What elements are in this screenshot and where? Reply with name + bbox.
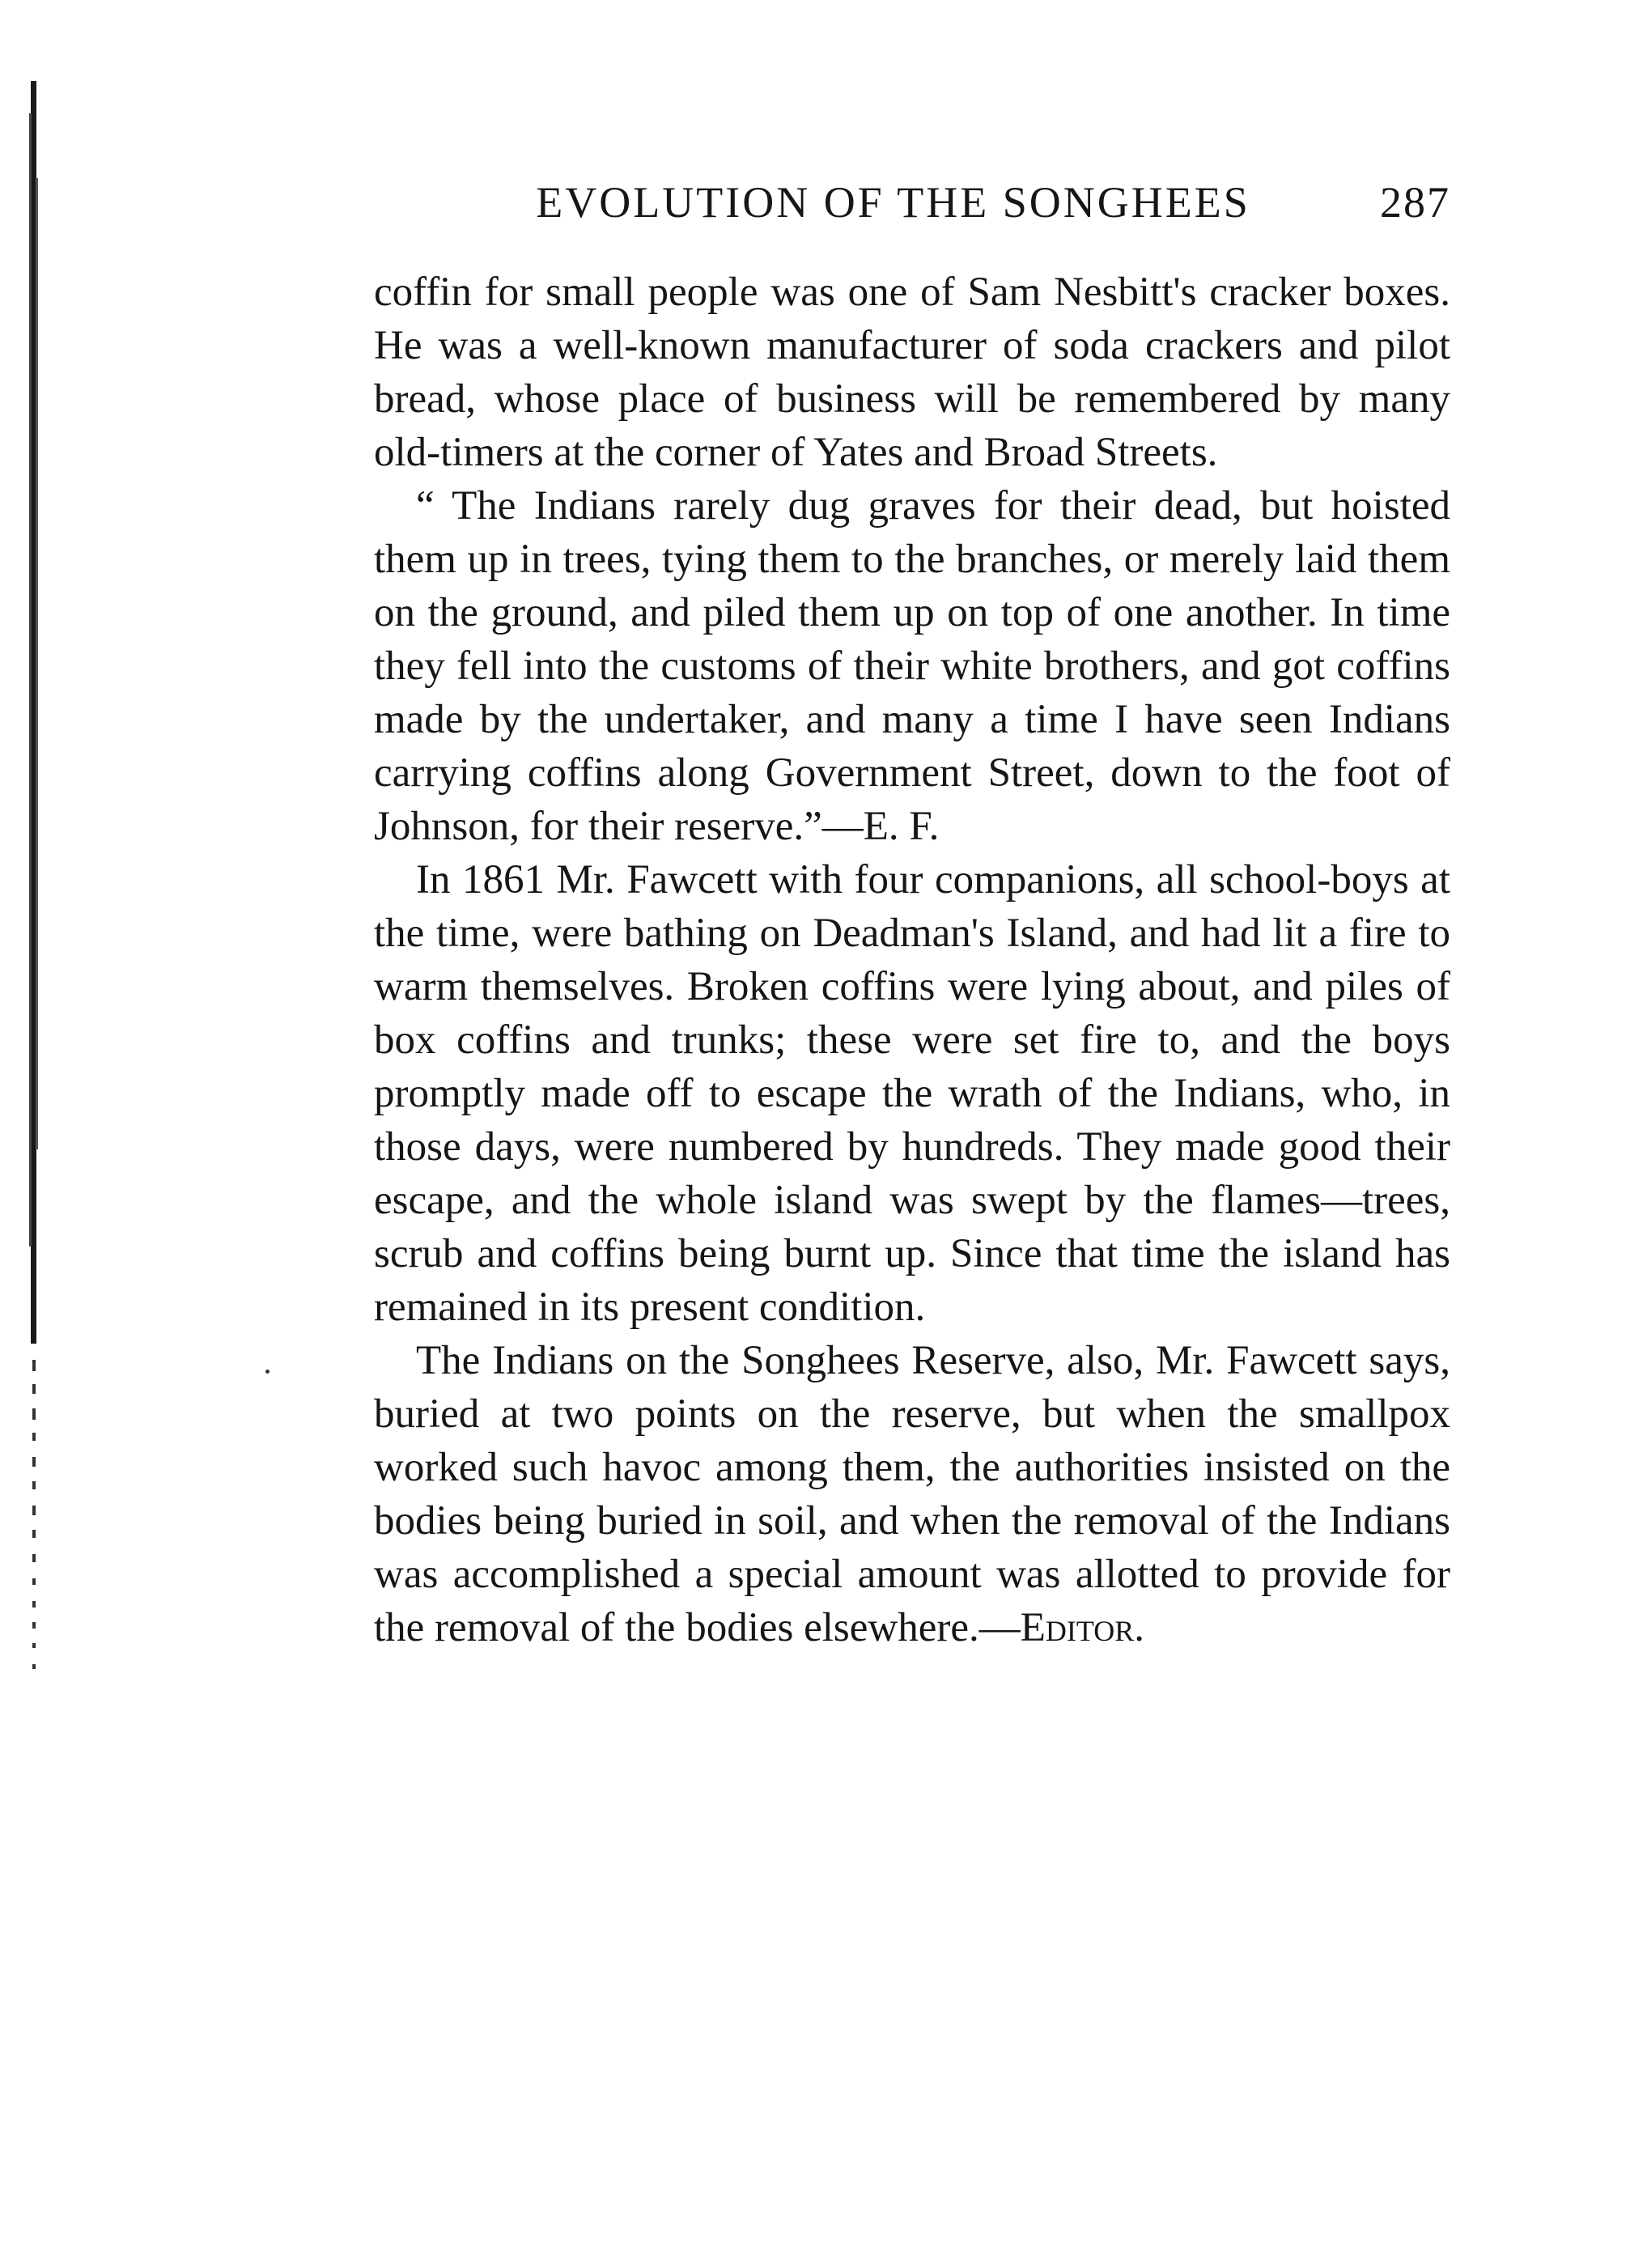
paragraph-fawcett-1861: In 1861 Mr. Fawcett with four companions, all school-boys at the time, were bathing on Deadman's Island, and had lit a fire to warm themselves. Broken coffins were lying about, and piles of box coffins and trunks; these were set fire to, and the boys promptly made off to escape the wrath of the Indians, who, in those days, were numbered by hundreds. They made good their escape, and the whole island was swept by the flames—trees, scrub and coffins being burnt up. Since that time the island has remained in its present condition. bbox=[374, 857, 1450, 1330]
stray-ink-dot bbox=[265, 1370, 270, 1374]
page-header bbox=[374, 170, 1450, 235]
running-title: EVOLUTION OF THE SONGHEES bbox=[536, 178, 1250, 227]
body-text bbox=[374, 265, 1450, 1654]
page-number: 287 bbox=[1380, 178, 1450, 227]
paragraph-quotation: “ The Indians rarely dug graves for their dead, but hoisted them up in trees, tying them to the branches, or merely laid them on the ground, and piled them up on top of one another. In time they fell into the customs of their white brothers, and got coffins made by the undertaker, and many a time I have seen Indians carrying coffins along Government Street, down to the foot of Johnson, for their reserve.”—E. F. bbox=[374, 483, 1450, 849]
binding-edge bbox=[21, 81, 49, 1684]
editor-signature: Editor. bbox=[1020, 1605, 1144, 1650]
paragraph-continued: coffin for small people was one of Sam Nesbitt's cracker boxes. He was a well-known manufacturer of soda crackers and pilot bread, whose place of business will be remembered by many old-timers at the corner of Yates and Broad Streets. bbox=[374, 270, 1450, 475]
paragraph-songhees-text: The Indians on the Songhees Reserve, also, Mr. Fawcett says, buried at two points on the reserve, but when the smallpox worked such havoc among them, the authorities insisted on the bodies being buried in soil, and when the removal of the Indians was accomplished a special amount was allotted to provide for the removal of the bodies elsewhere.— bbox=[374, 1338, 1450, 1650]
paragraph-songhees-reserve bbox=[374, 1334, 1450, 1654]
